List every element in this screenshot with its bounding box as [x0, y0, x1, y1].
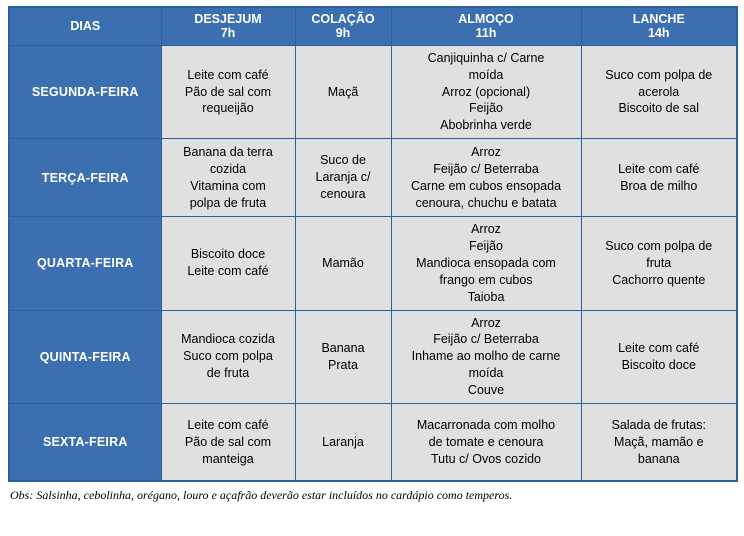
meal-line: Pão de sal com — [184, 84, 272, 99]
header-lanche-hour: 14h — [647, 26, 670, 41]
meal-line: Leite com café — [618, 161, 700, 176]
meal-line: moída — [468, 366, 504, 381]
lanche-cell — [581, 403, 737, 481]
meal-line: Leite com café — [618, 340, 700, 355]
meal-line: Arroz (opcional) — [441, 84, 531, 99]
meal-line: Suco com polpa de — [605, 67, 713, 82]
desjejum-cell — [161, 217, 295, 310]
table-row — [9, 217, 737, 310]
meal-line: Broa de milho — [620, 178, 698, 193]
desjejum-cell — [161, 310, 295, 403]
colacao-cell — [295, 403, 391, 481]
meal-line: Cachorro quente — [612, 272, 706, 287]
meal-line: cenoura — [320, 187, 366, 202]
table-row — [9, 45, 737, 138]
meal-line: Prata — [328, 357, 358, 372]
table-row — [9, 139, 737, 217]
meal-line: Mandioca cozida — [181, 332, 275, 347]
header-colacao-hour: 9h — [335, 26, 351, 41]
table-row — [9, 310, 737, 403]
table-body — [9, 45, 737, 481]
lanche-cell — [581, 45, 737, 138]
header-colacao — [295, 7, 391, 45]
meal-line: polpa de fruta — [189, 195, 267, 210]
meal-line: Tutu c/ Ovos cozido — [431, 451, 541, 466]
header-almoco-hour: 11h — [475, 26, 497, 41]
header-dias — [9, 7, 161, 45]
meal-line: Feijão c/ Beterraba — [433, 161, 539, 176]
weekly-menu-table — [8, 6, 738, 482]
meal-line: Feijão c/ Beterraba — [433, 332, 539, 347]
lanche-cell — [581, 217, 737, 310]
meal-line: Maçã — [327, 84, 359, 99]
lanche-cell — [581, 310, 737, 403]
meal-line: Arroz — [471, 315, 501, 330]
meal-line: Arroz — [471, 144, 501, 159]
meal-line: Feijão — [468, 239, 504, 253]
lanche-cell — [581, 139, 737, 217]
meal-line: Abobrinha verde — [440, 118, 532, 133]
colacao-cell — [295, 217, 391, 310]
meal-line: Biscoito doce — [190, 247, 266, 262]
meal-line: Taioba — [467, 289, 505, 304]
meal-line: Laranja — [322, 434, 364, 449]
desjejum-cell — [161, 45, 295, 138]
day-cell: SEXTA-FEIRA — [9, 403, 161, 481]
day-cell: SEGUNDA-FEIRA — [9, 45, 161, 138]
meal-line: Banana da terra — [183, 144, 273, 159]
meal-line: de fruta — [206, 366, 250, 381]
meal-line: manteiga — [202, 451, 254, 466]
meal-line: Laranja c/ — [315, 170, 371, 185]
meal-line: cozida — [209, 161, 247, 176]
meal-line: banana — [637, 451, 680, 466]
colacao-cell — [295, 45, 391, 138]
colacao-cell — [295, 310, 391, 403]
meal-line: frango em cubos — [439, 272, 533, 287]
header-colacao-label: COLAÇÃO — [311, 12, 375, 26]
meal-line: Arroz — [471, 222, 501, 237]
meal-line: Suco com polpa de — [605, 239, 713, 253]
meal-line: Leite com café — [187, 67, 269, 82]
meal-line: Leite com café — [187, 417, 269, 432]
meal-line: Banana — [321, 340, 365, 355]
meal-line: cenoura, chuchu e batata — [415, 195, 557, 210]
meal-line: Maçã, mamão e — [613, 434, 704, 449]
meal-line: Macarronada com molho — [416, 417, 556, 432]
header-almoco — [391, 7, 581, 45]
meal-line: Canjiquinha c/ Carne — [427, 50, 545, 65]
header-row — [9, 7, 737, 45]
meal-line: Inhame ao molho de carne — [411, 349, 561, 364]
table-row — [9, 403, 737, 481]
header-almoco-label: ALMOÇO — [458, 12, 514, 26]
header-desjejum-hour: 7h — [220, 26, 236, 41]
meal-line: Pão de sal com — [184, 434, 272, 449]
meal-line: moída — [468, 67, 504, 82]
almoco-cell — [391, 45, 581, 138]
meal-line: fruta — [646, 255, 672, 270]
meal-line: Salada de frutas: — [611, 417, 706, 432]
header-dias-label: DIAS — [70, 19, 101, 34]
header-lanche — [581, 7, 737, 45]
meal-line: Vitamina com — [190, 178, 266, 193]
meal-line: requeijão — [202, 101, 254, 116]
meal-line: Mandioca ensopada com — [416, 255, 556, 270]
almoco-cell — [391, 139, 581, 217]
meal-line: Suco de — [320, 153, 366, 168]
almoco-cell — [391, 403, 581, 481]
colacao-cell — [295, 139, 391, 217]
desjejum-cell — [161, 139, 295, 217]
meal-line: Feijão — [468, 101, 504, 116]
observation-note: Obs: Salsinha, cebolinha, orégano, louro e açafrão deverão estar incluídos no cardápio como temperos. — [10, 488, 513, 503]
meal-line: de tomate e cenoura — [428, 434, 544, 449]
meal-line: Leite com café — [187, 264, 269, 279]
desjejum-cell — [161, 403, 295, 481]
meal-line: Biscoito de sal — [618, 101, 700, 116]
almoco-cell — [391, 217, 581, 310]
header-desjejum-label: DESJEJUM — [194, 12, 262, 26]
header-lanche-label: LANCHE — [632, 12, 685, 26]
day-cell: QUARTA-FEIRA — [9, 217, 161, 310]
table-header — [9, 7, 737, 45]
meal-line: Suco com polpa — [183, 349, 273, 364]
almoco-cell — [391, 310, 581, 403]
meal-line: Mamão — [322, 255, 364, 270]
header-desjejum — [161, 7, 295, 45]
meal-line: acerola — [638, 84, 680, 99]
meal-line: Couve — [467, 383, 505, 397]
meal-line: Biscoito doce — [621, 357, 696, 372]
day-cell: QUINTA-FEIRA — [9, 310, 161, 403]
meal-line: Carne em cubos ensopada — [410, 178, 562, 193]
day-cell: TERÇA-FEIRA — [9, 139, 161, 217]
